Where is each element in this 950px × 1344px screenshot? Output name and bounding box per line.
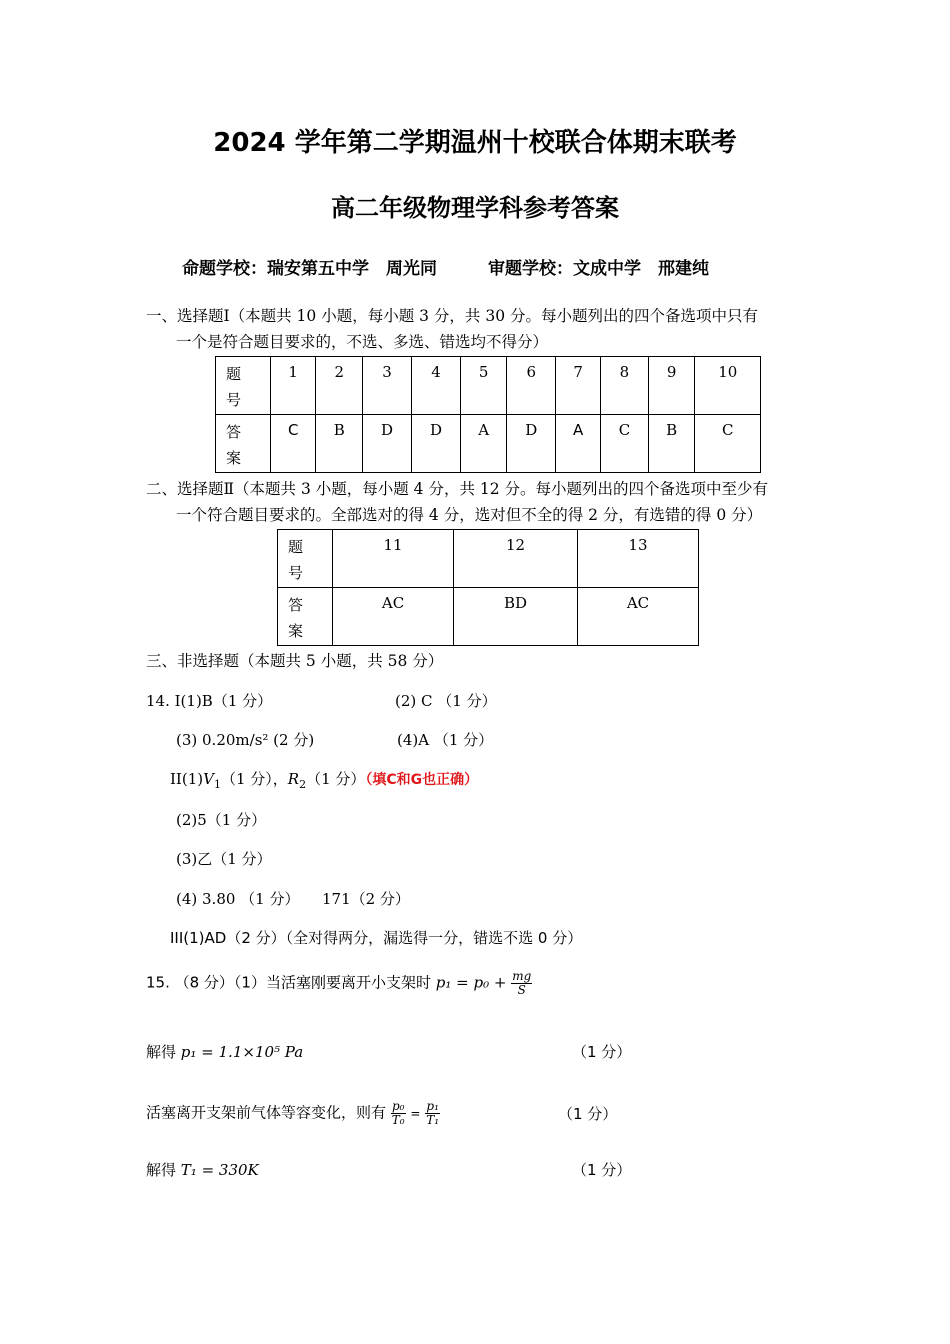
q15-line4	[146, 1159, 259, 1180]
fraction-mg-over-s	[511, 970, 532, 997]
voltmeter-subscript: 1	[213, 778, 221, 791]
question-cell: 11	[333, 530, 454, 588]
answer-cell: C	[601, 415, 649, 473]
q15-formula-lhs: p₁ = p₀ +	[435, 973, 507, 992]
answer-cell: C	[695, 415, 761, 473]
question-cell: 12	[454, 530, 578, 588]
answer-cell: D	[363, 415, 412, 473]
q14-line2-left: (3) 0.20m/s² (2 分)	[176, 731, 315, 749]
table-header-answer	[278, 588, 333, 646]
q15-line2	[146, 1041, 303, 1062]
table-header-answer	[216, 415, 271, 473]
fraction-numerator: mg	[512, 969, 532, 983]
section2-title-line1: 二、选择题Ⅱ（本题共 3 小题，每小题 4 分，共 12 分。每小题列出的四个备选项中至少有	[146, 480, 769, 498]
answer-cell: A	[461, 415, 507, 473]
resistor-subscript: 2	[299, 778, 307, 791]
q15-line2-formula: p₁ = 1.1×10⁵ Pa	[180, 1043, 304, 1061]
table-row	[278, 530, 699, 588]
q14-line2-right: (4)A （1 分）	[397, 731, 494, 749]
question-cell: 5	[461, 357, 507, 415]
q15-line1	[146, 970, 532, 997]
question-cell: 8	[601, 357, 649, 415]
q14-line1-right: (2) C （1 分）	[395, 692, 497, 710]
page-title: 2024 学年第二学期温州十校联合体期末联考	[213, 128, 737, 158]
resistor-symbol: R	[287, 770, 300, 788]
answer-cell: BD	[454, 588, 578, 646]
correction-note: （填C和G也正确）	[365, 772, 479, 788]
q14-line4: (2)5（1 分）	[176, 811, 267, 829]
table-row	[278, 588, 699, 646]
q15-line4-text: 解得	[146, 1161, 177, 1179]
equals-sign: =	[410, 1106, 421, 1121]
fraction-denominator: T₀	[391, 1113, 405, 1127]
question-cell: 9	[648, 357, 695, 415]
section3-title: 三、非选择题（本题共 5 小题，共 58 分）	[146, 652, 444, 670]
answer-cell: B	[316, 415, 363, 473]
question-cell: 10	[695, 357, 761, 415]
author-line: 命题学校：瑞安第五中学 周光同 审题学校：文成中学 邢建纯	[182, 259, 709, 279]
section1-title-line1: 一、选择题Ⅰ（本题共 10 小题，每小题 3 分，共 30 分。每小题列出的四个备选项中只有	[146, 307, 758, 325]
fraction-numerator: p₁	[426, 1099, 439, 1113]
fraction-denominator: T₁	[426, 1113, 440, 1127]
answer-cell: D	[507, 415, 556, 473]
fraction-denominator: S	[517, 983, 526, 997]
header-text: 答案	[226, 423, 242, 467]
table-row	[216, 415, 761, 473]
question-cell: 3	[363, 357, 412, 415]
fraction-p1-over-t1	[425, 1100, 440, 1127]
q14-line1-left: 14. I(1)B（1 分）	[146, 692, 273, 710]
q14-line5: (3)乙（1 分）	[176, 850, 272, 868]
answer-cell: A	[556, 415, 601, 473]
question-cell: 2	[316, 357, 363, 415]
section2-title-line2: 一个符合题目要求的。全部选对的得 4 分，选对但不全的得 2 分，有选错的得 0 分）	[176, 506, 763, 524]
q14-line3-mid: （1 分），	[220, 770, 288, 788]
q15-line4-score: （1 分）	[572, 1161, 632, 1179]
table-row	[216, 357, 761, 415]
table-header-question	[216, 357, 271, 415]
section2-answer-table	[277, 529, 699, 646]
q15-line2-score: （1 分）	[572, 1043, 632, 1061]
question-cell: 6	[507, 357, 556, 415]
table-header-question	[278, 530, 333, 588]
section1-title-line2: 一个是符合题目要求的，不选、多选、错选均不得分）	[176, 333, 549, 351]
q14-line7: III(1)AD（2 分）（全对得两分，漏选得一分，错选不选 0 分）	[170, 929, 583, 947]
q15-line3-text: 活塞离开支架前气体等容变化，则有	[146, 1103, 387, 1122]
answer-cell: B	[648, 415, 695, 473]
header-text: 题号	[226, 365, 242, 409]
question-cell: 13	[577, 530, 698, 588]
q15-line4-formula: T₁ = 330K	[180, 1161, 259, 1179]
answer-cell: C	[271, 415, 316, 473]
fraction-numerator: p₀	[391, 1099, 405, 1113]
question-cell: 1	[271, 357, 316, 415]
page-subtitle: 高二年级物理学科参考答案	[331, 194, 619, 222]
answer-cell: AC	[577, 588, 698, 646]
q14-line6: (4) 3.80 （1 分） 171（2 分）	[176, 890, 410, 908]
q15-line1-text: 15. （8 分）（1）当活塞刚要离开小支架时	[146, 973, 431, 992]
answer-cell: D	[412, 415, 461, 473]
fraction-p0-over-t0	[391, 1100, 406, 1127]
question-cell: 7	[556, 357, 601, 415]
q14-line3-prefix: II(1)	[170, 770, 204, 788]
header-text: 答案	[288, 596, 304, 640]
header-text: 题号	[288, 538, 304, 582]
q14-line3-end: （1 分）	[306, 770, 366, 788]
section1-answer-table	[215, 356, 761, 473]
voltmeter-symbol: V	[203, 770, 214, 788]
answer-cell: AC	[333, 588, 454, 646]
question-cell: 4	[412, 357, 461, 415]
q15-line3	[146, 1100, 440, 1127]
q14-line3	[170, 768, 478, 791]
q15-line3-score: （1 分）	[558, 1105, 618, 1123]
q15-line2-text: 解得	[146, 1043, 177, 1061]
